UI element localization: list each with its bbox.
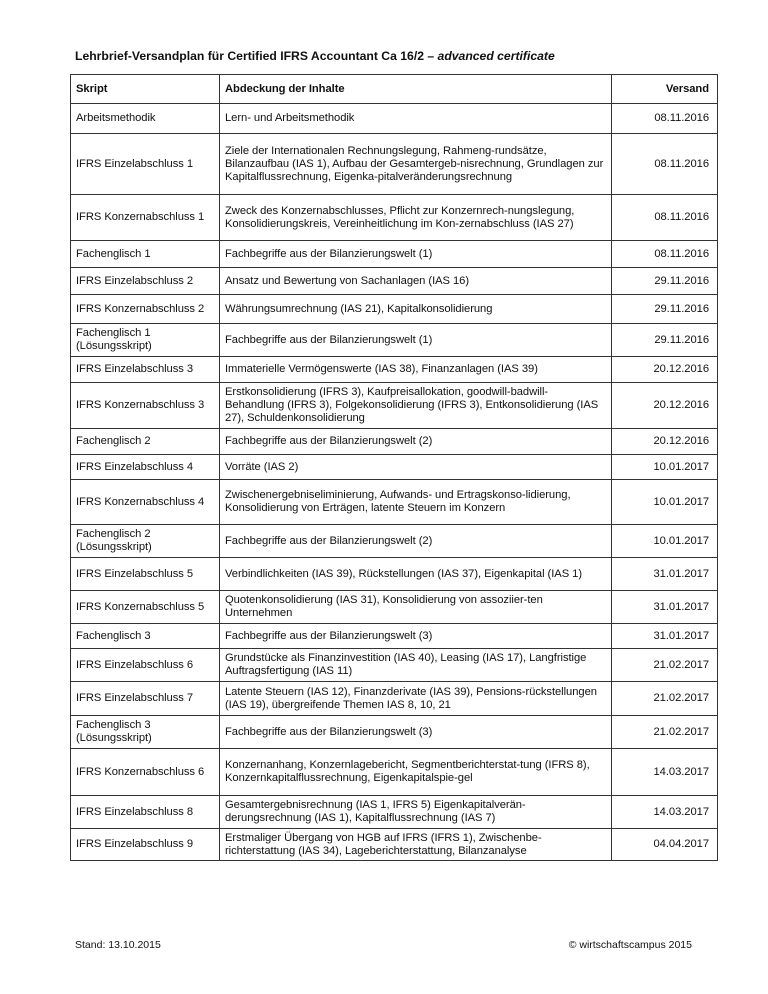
- cell-versand: 14.03.2017: [612, 796, 718, 829]
- cell-skript: IFRS Einzelabschluss 7: [71, 682, 220, 716]
- cell-versand: 21.02.2017: [612, 682, 718, 716]
- footer-copyright: © wirtschaftscampus 2015: [568, 939, 692, 951]
- cell-versand: 31.01.2017: [612, 624, 718, 649]
- table-row: [71, 429, 718, 455]
- table-row: [71, 104, 718, 134]
- cell-versand: 14.03.2017: [612, 749, 718, 796]
- cell-inhalt: Erstmaliger Übergang von HGB auf IFRS (IFRS 1), Zwischenbe-richterstattung (IAS 34), Lageberichterstattung, Bilanzanalyse: [220, 829, 612, 861]
- cell-inhalt: Vorräte (IAS 2): [220, 455, 612, 480]
- cell-inhalt: Ansatz und Bewertung von Sachanlagen (IAS 16): [220, 268, 612, 295]
- cell-inhalt: Gesamtergebnisrechnung (IAS 1, IFRS 5) Eigenkapitalverän-derungsrechnung (IAS 1), Kapitalflussrechnung (IAS 7): [220, 796, 612, 829]
- table-row: [71, 455, 718, 480]
- cell-inhalt: Latente Steuern (IAS 12), Finanzderivate (IAS 39), Pensions-rückstellungen (IAS 19), übergreifende Themen IAS 8, 10, 21: [220, 682, 612, 716]
- cell-inhalt: Fachbegriffe aus der Bilanzierungswelt (3): [220, 624, 612, 649]
- cell-skript: IFRS Einzelabschluss 1: [71, 134, 220, 195]
- cell-skript: IFRS Konzernabschluss 4: [71, 480, 220, 525]
- cell-versand: 08.11.2016: [612, 134, 718, 195]
- cell-inhalt: Konzernanhang, Konzernlagebericht, Segmentberichterstat-tung (IFRS 8), Konzernkapitalflussrechnung, Eigenkapitalspie-gel: [220, 749, 612, 796]
- cell-skript: IFRS Einzelabschluss 8: [71, 796, 220, 829]
- cell-inhalt: Grundstücke als Finanzinvestition (IAS 40), Leasing (IAS 17), Langfristige Auftragsfertigung (IAS 11): [220, 649, 612, 682]
- cell-skript: IFRS Einzelabschluss 9: [71, 829, 220, 861]
- cell-inhalt: Fachbegriffe aus der Bilanzierungswelt (2): [220, 429, 612, 455]
- cell-skript: Fachenglisch 2: [71, 429, 220, 455]
- cell-skript: IFRS Einzelabschluss 4: [71, 455, 220, 480]
- footer-stand: Stand: 13.10.2015: [75, 939, 161, 951]
- table-row: [71, 134, 718, 195]
- cell-versand: 20.12.2016: [612, 357, 718, 383]
- cell-skript: IFRS Konzernabschluss 5: [71, 591, 220, 624]
- table-row: [71, 796, 718, 829]
- cell-skript: IFRS Einzelabschluss 2: [71, 268, 220, 295]
- versandplan-table: [70, 74, 718, 861]
- table-row: [71, 480, 718, 525]
- cell-versand: 29.11.2016: [612, 295, 718, 324]
- cell-inhalt: Erstkonsolidierung (IFRS 3), Kaufpreisallokation, goodwill-badwill-Behandlung (IFRS 3), Folgekonsolidierung (IFRS 3), Entkonsolidierung (IAS 27), Schuldenkonsolidierung: [220, 383, 612, 429]
- table-row: [71, 525, 718, 558]
- cell-skript: IFRS Konzernabschluss 3: [71, 383, 220, 429]
- cell-versand: 04.04.2017: [612, 829, 718, 861]
- cell-inhalt: Zweck des Konzernabschlusses, Pflicht zur Konzernrech-nungslegung, Konsolidierungskreis, Vereinheitlichung im Kon-zernabschluss (IAS 27): [220, 195, 612, 241]
- title-subtitle: advanced certificate: [437, 49, 555, 63]
- table-row: [71, 591, 718, 624]
- cell-inhalt: Fachbegriffe aus der Bilanzierungswelt (3): [220, 716, 612, 749]
- cell-versand: 10.01.2017: [612, 480, 718, 525]
- table-row: [71, 241, 718, 268]
- table-row: [71, 829, 718, 861]
- cell-skript: Fachenglisch 3: [71, 624, 220, 649]
- title-main: Lehrbrief-Versandplan für Certified IFRS Accountant Ca 16/2 –: [75, 49, 438, 63]
- cell-versand: 10.01.2017: [612, 525, 718, 558]
- table-row: [71, 324, 718, 357]
- cell-inhalt: Verbindlichkeiten (IAS 39), Rückstellungen (IAS 37), Eigenkapital (IAS 1): [220, 558, 612, 591]
- cell-versand: 29.11.2016: [612, 324, 718, 357]
- column-header-skript: Skript: [71, 75, 220, 104]
- table-row: [71, 682, 718, 716]
- table-row: [71, 624, 718, 649]
- table-row: [71, 649, 718, 682]
- column-header-inhalte: Abdeckung der Inhalte: [220, 75, 612, 104]
- table-row: [71, 749, 718, 796]
- cell-skript: IFRS Konzernabschluss 2: [71, 295, 220, 324]
- cell-versand: 10.01.2017: [612, 455, 718, 480]
- table-row: [71, 195, 718, 241]
- table-body: [71, 104, 718, 861]
- cell-inhalt: Lern- und Arbeitsmethodik: [220, 104, 612, 134]
- cell-versand: 21.02.2017: [612, 716, 718, 749]
- cell-skript: IFRS Konzernabschluss 1: [71, 195, 220, 241]
- cell-skript: IFRS Einzelabschluss 6: [71, 649, 220, 682]
- cell-versand: 29.11.2016: [612, 268, 718, 295]
- cell-inhalt: Zwischenergebniseliminierung, Aufwands- und Ertragskonso-lidierung, Konsolidierung von Erträgen, latente Steuern im Konzern: [220, 480, 612, 525]
- table-row: [71, 295, 718, 324]
- cell-skript: Arbeitsmethodik: [71, 104, 220, 134]
- cell-skript: IFRS Einzelabschluss 3: [71, 357, 220, 383]
- cell-inhalt: Fachbegriffe aus der Bilanzierungswelt (2): [220, 525, 612, 558]
- cell-skript: Fachenglisch 1: [71, 241, 220, 268]
- cell-versand: 31.01.2017: [612, 558, 718, 591]
- cell-inhalt: Quotenkonsolidierung (IAS 31), Konsolidierung von assoziier-ten Unternehmen: [220, 591, 612, 624]
- cell-inhalt: Fachbegriffe aus der Bilanzierungswelt (1): [220, 241, 612, 268]
- table-row: [71, 268, 718, 295]
- cell-versand: 20.12.2016: [612, 383, 718, 429]
- cell-skript: IFRS Konzernabschluss 6: [71, 749, 220, 796]
- column-header-versand: Versand: [612, 75, 718, 104]
- cell-skript: Fachenglisch 1 (Lösungsskript): [71, 324, 220, 357]
- table-row: [71, 716, 718, 749]
- cell-inhalt: Ziele der Internationalen Rechnungslegung, Rahmeng-rundsätze, Bilanzaufbau (IAS 1), Aufbau der Gesamtergeb-nisrechnung, Grundlagen zur Kapitalflussrechnung, Eigenka-pitalveränderungsrechnung: [220, 134, 612, 195]
- cell-skript: Fachenglisch 2 (Lösungsskript): [71, 525, 220, 558]
- cell-skript: Fachenglisch 3 (Lösungsskript): [71, 716, 220, 749]
- document-title: [75, 49, 715, 63]
- cell-versand: 31.01.2017: [612, 591, 718, 624]
- cell-skript: IFRS Einzelabschluss 5: [71, 558, 220, 591]
- table-row: [71, 357, 718, 383]
- table-row: [71, 558, 718, 591]
- cell-inhalt: Währungsumrechnung (IAS 21), Kapitalkonsolidierung: [220, 295, 612, 324]
- cell-versand: 08.11.2016: [612, 195, 718, 241]
- cell-versand: 20.12.2016: [612, 429, 718, 455]
- cell-inhalt: Fachbegriffe aus der Bilanzierungswelt (1): [220, 324, 612, 357]
- cell-versand: 08.11.2016: [612, 104, 718, 134]
- table-row: [71, 383, 718, 429]
- cell-versand: 08.11.2016: [612, 241, 718, 268]
- cell-versand: 21.02.2017: [612, 649, 718, 682]
- cell-inhalt: Immaterielle Vermögenswerte (IAS 38), Finanzanlagen (IAS 39): [220, 357, 612, 383]
- table-header-row: [71, 75, 718, 104]
